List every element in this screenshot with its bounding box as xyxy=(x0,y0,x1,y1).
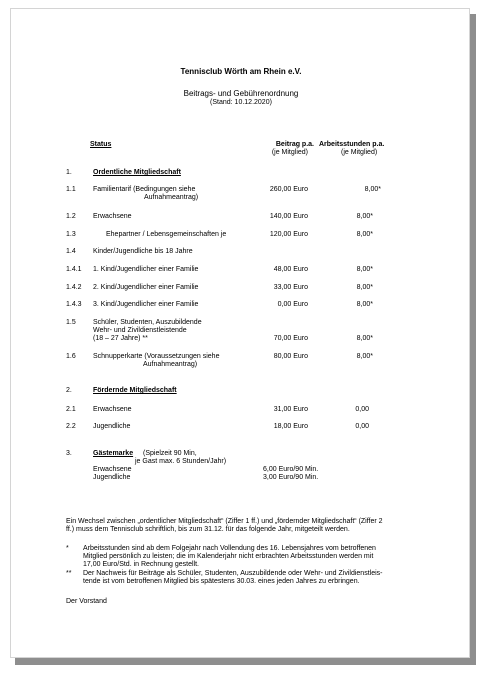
row-label: Ehepartner / Lebensgemeinschaften je xyxy=(106,231,227,238)
row-label: Kinder/Jugendliche bis 18 Jahre xyxy=(93,248,193,255)
row-number: 2.2 xyxy=(66,423,76,430)
footnote-marker: ** xyxy=(66,570,72,577)
guest-youth-fee: 3,00 Euro/90 Min. xyxy=(263,474,319,481)
row-hours: 8,00* xyxy=(356,231,373,238)
row-fee: 260,00 Euro xyxy=(269,186,308,193)
club-title: Tennisclub Wörth am Rhein e.V. xyxy=(180,67,302,76)
row-number: 1.1 xyxy=(66,186,76,193)
row-number: 1.4.2 xyxy=(66,284,82,291)
row-fee: 70,00 Euro xyxy=(273,335,308,342)
row-hours: 8,00* xyxy=(356,335,373,342)
footnote-text: Mitglied persönlich zu leisten; die im Kalenderjahr nicht erbrachten Arbeitsstunden werden mit xyxy=(83,553,374,560)
row-fee: 80,00 Euro xyxy=(273,353,308,360)
row-number: 1.4 xyxy=(66,248,76,255)
row-fee: 48,00 Euro xyxy=(273,266,308,273)
footnote-text: tende ist vom betroffenen Mitglied bis spätestens 30.03. eines jeden Jahres zu erbringen. xyxy=(83,578,360,585)
row-number: 1.4.1 xyxy=(66,266,82,273)
row-hours: 0,00 xyxy=(355,406,369,413)
guest-card-note: je Gast max. 6 Stunden/Jahr) xyxy=(135,458,227,465)
row-hours: 8,00* xyxy=(356,301,373,308)
document-date: (Stand: 10.12.2020) xyxy=(210,99,272,106)
row-number: 2.1 xyxy=(66,406,76,413)
guest-youth-label: Jugendliche xyxy=(93,474,131,481)
row-label: Schnupperkarte (Voraussetzungen siehe xyxy=(93,353,220,360)
row-hours: 8,00* xyxy=(364,186,381,193)
footnote-text: Arbeitsstunden sind ab dem Folgejahr nach Vollendung des 16. Lebensjahres vom betroffenen xyxy=(83,545,376,552)
guest-adult-label: Erwachsene xyxy=(93,466,132,473)
row-label: Erwachsene xyxy=(93,406,132,413)
row-fee: 33,00 Euro xyxy=(273,284,308,291)
footnote-text: Der Nachweis für Beiträge als Schüler, Studenten, Auszubildende oder Wehr- und Zivildienstleis- xyxy=(83,570,383,577)
membership-change-note: Ein Wechsel zwischen „ordentlicher Mitgliedschaft“ (Ziffer 1 ff.) und „fördernder Mitgliedschaft“ (Ziffer 2 xyxy=(66,518,383,525)
section-number: 3. xyxy=(66,450,72,457)
row-hours: 8,00* xyxy=(356,284,373,291)
section-number: 1. xyxy=(66,169,72,176)
row-label: Familientarif (Bedingungen siehe xyxy=(93,186,196,193)
row-label: 2. Kind/Jugendlicher einer Familie xyxy=(93,284,199,291)
row-label: Schüler, Studenten, Auszubildende xyxy=(93,319,202,326)
row-number: 1.2 xyxy=(66,213,76,220)
footnote-marker: * xyxy=(66,545,69,552)
guest-adult-fee: 6,00 Euro/90 Min. xyxy=(263,466,319,473)
row-label: (18 – 27 Jahre) ** xyxy=(93,335,148,342)
signature: Der Vorstand xyxy=(66,598,107,605)
row-label: Aufnahmeantrag) xyxy=(144,194,199,201)
row-label: Erwachsene xyxy=(93,213,132,220)
row-fee: 31,00 Euro xyxy=(273,406,308,413)
row-fee: 0,00 Euro xyxy=(277,301,308,308)
section-title: Ordentliche Mitgliedschaft xyxy=(93,169,181,176)
row-number: 1.5 xyxy=(66,319,76,326)
row-fee: 140,00 Euro xyxy=(269,213,308,220)
row-hours: 0,00 xyxy=(355,423,369,430)
footnote-text: 17,00 Euro/Std. in Rechnung gestellt. xyxy=(83,561,199,568)
row-fee: 18,00 Euro xyxy=(273,423,308,430)
column-arbeitsstunden: Arbeitsstunden p.a. xyxy=(319,141,385,148)
guest-card-note: (Spielzeit 90 Min, xyxy=(143,450,197,457)
column-arbeitsstunden-sub: (je Mitglied) xyxy=(341,149,378,156)
column-beitrag: Beitrag p.a. xyxy=(275,141,314,148)
column-beitrag-sub: (je Mitglied) xyxy=(271,149,308,156)
row-label: 1. Kind/Jugendlicher einer Familie xyxy=(93,266,199,273)
section-number: 2. xyxy=(66,387,72,394)
guest-card-title: Gästemarke xyxy=(93,450,134,457)
row-label: Wehr- und Zivildienstleistende xyxy=(93,327,187,334)
document-subtitle: Beitrags- und Gebührenordnung xyxy=(183,89,299,98)
row-label: Jugendliche xyxy=(93,423,131,430)
row-label: 3. Kind/Jugendlicher einer Familie xyxy=(93,301,199,308)
row-label: Aufnahmeantrag) xyxy=(143,361,198,368)
row-hours: 8,00* xyxy=(356,353,373,360)
row-hours: 8,00* xyxy=(356,266,373,273)
column-status: Status xyxy=(90,141,112,148)
document-page xyxy=(10,8,470,658)
section-title: Fördernde Mitgliedschaft xyxy=(93,387,177,394)
row-number: 1.3 xyxy=(66,231,76,238)
row-fee: 120,00 Euro xyxy=(269,231,308,238)
row-number: 1.6 xyxy=(66,353,76,360)
row-number: 1.4.3 xyxy=(66,301,82,308)
row-hours: 8,00* xyxy=(356,213,373,220)
membership-change-note: ff.) muss dem Tennisclub schriftlich, bis zum 31.12. für das folgende Jahr, mitgeteilt werden. xyxy=(66,526,350,533)
